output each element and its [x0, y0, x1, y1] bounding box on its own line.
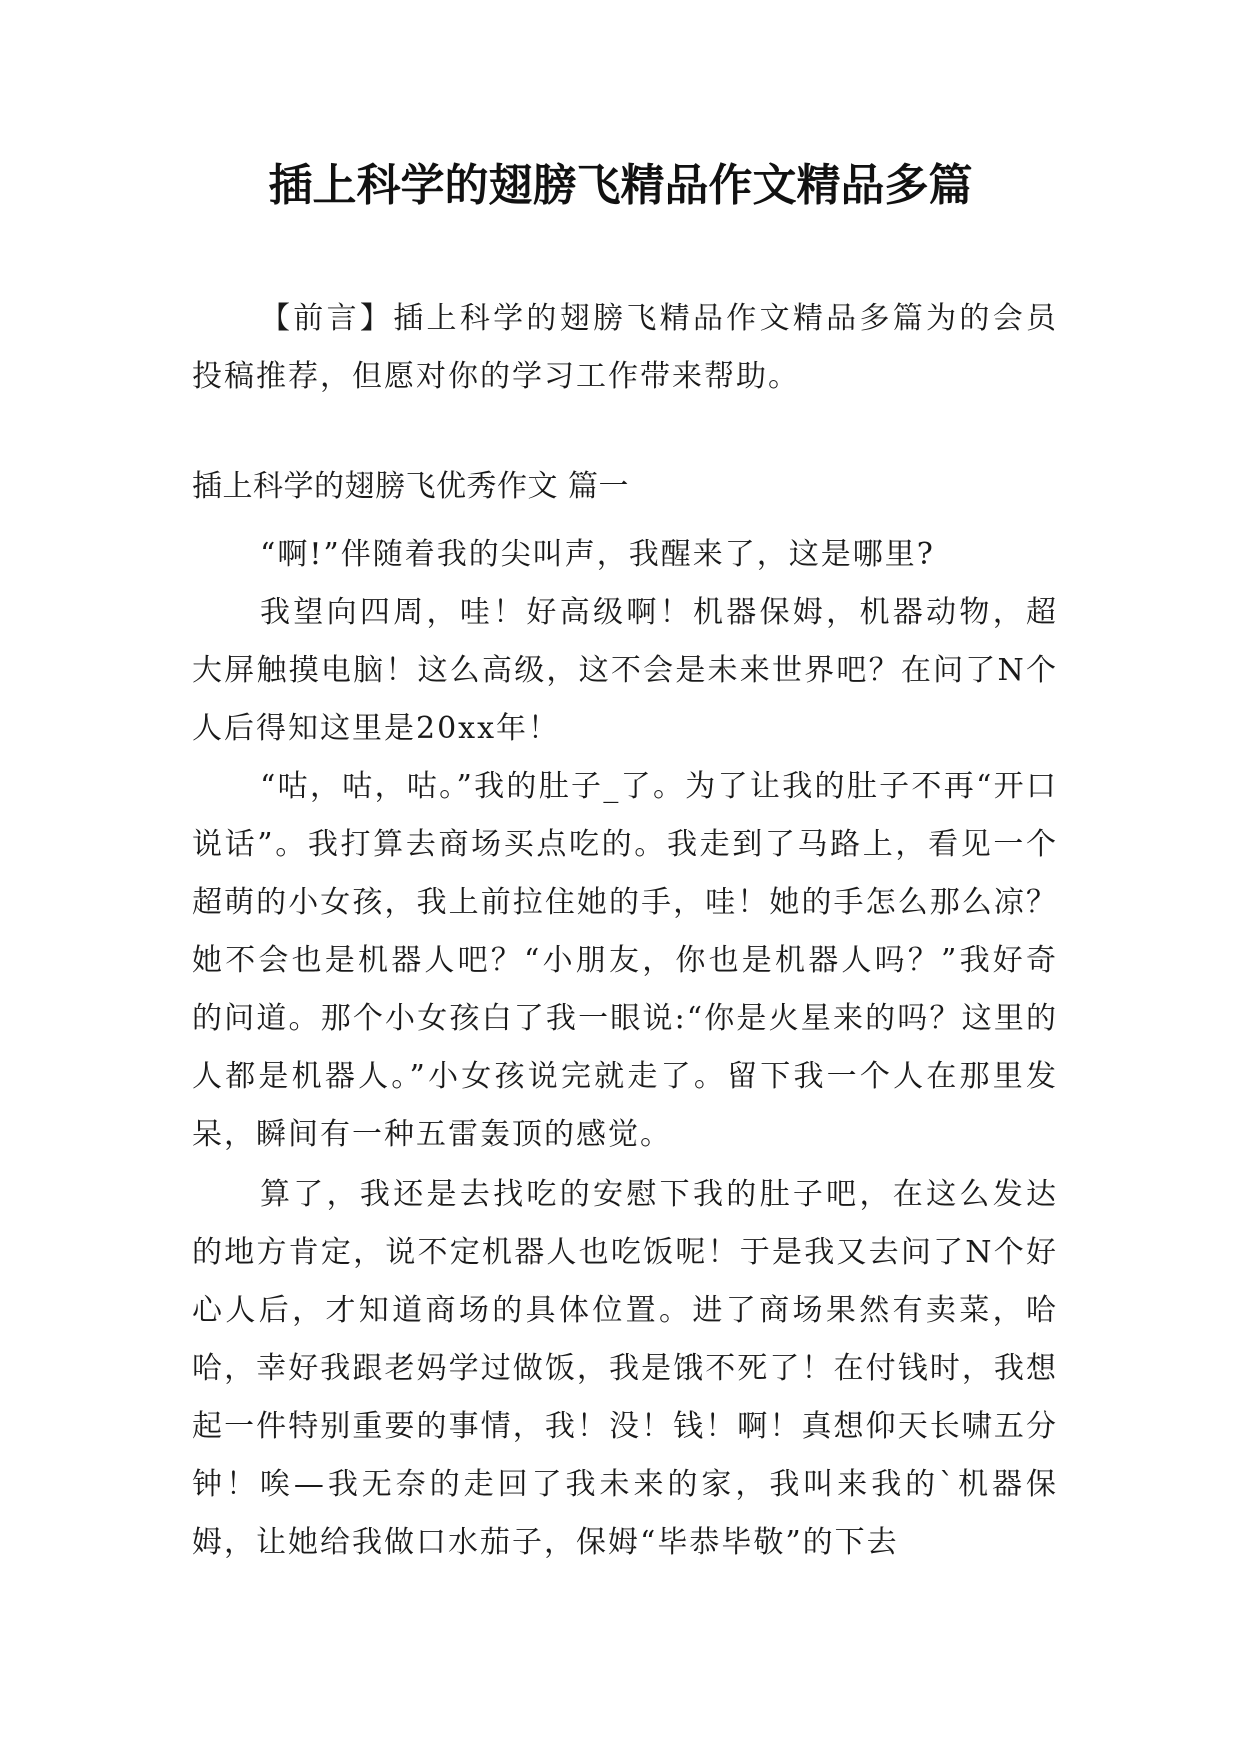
preface-paragraph: 【前言】插上科学的翅膀飞精品作文精品多篇为的会员投稿推荐，但愿对你的学习工作带来帮助。 [192, 301, 1058, 394]
body-paragraph-2: 我望向四周，哇！好高级啊！机器保姆，机器动物，超大屏触摸电脑！这么高级，这不会是未来世界吧？在问了N个人后得知这里是20xx年！ [192, 595, 1058, 746]
document-title: 插上科学的翅膀飞精品作文精品多篇 [268, 160, 973, 211]
section-heading: 插上科学的翅膀飞优秀作文 篇一 [192, 469, 630, 504]
body-paragraph-1: “啊!”伴随着我的尖叫声，我醒来了，这是哪里? [260, 537, 935, 572]
body-paragraph-3: “咕，咕，咕。”我的肚子_了。为了让我的肚子不再“开口说话”。我打算去商场买点吃的。我走到了马路上，看见一个超萌的小女孩，我上前拉住她的手，哇！她的手怎么那么凉？她不会也是机器人吧？“小朋友，你也是机器人吗？”我好奇的问道。那个小女孩白了我一眼说:“你是火星来的吗？这里的人都是机器人。”小女孩说完就走了。留下我一个人在那里发呆，瞬间有一种五雷轰顶的感觉。 [192, 769, 1058, 1152]
body-paragraph-4: 算了，我还是去找吃的安慰下我的肚子吧，在这么发达的地方肯定，说不定机器人也吃饭呢！于是我又去问了N个好心人后，才知道商场的具体位置。进了商场果然有卖菜，哈哈，幸好我跟老妈学过做饭，我是饿不死了！在付钱时，我想起一件特别重要的事情，我！没！钱！啊！真想仰天长啸五分钟！唉—我无奈的走回了我未来的家，我叫来我的`机器保姆，让她给我做口水茄子，保姆“毕恭毕敬”的下去 [192, 1177, 1058, 1560]
